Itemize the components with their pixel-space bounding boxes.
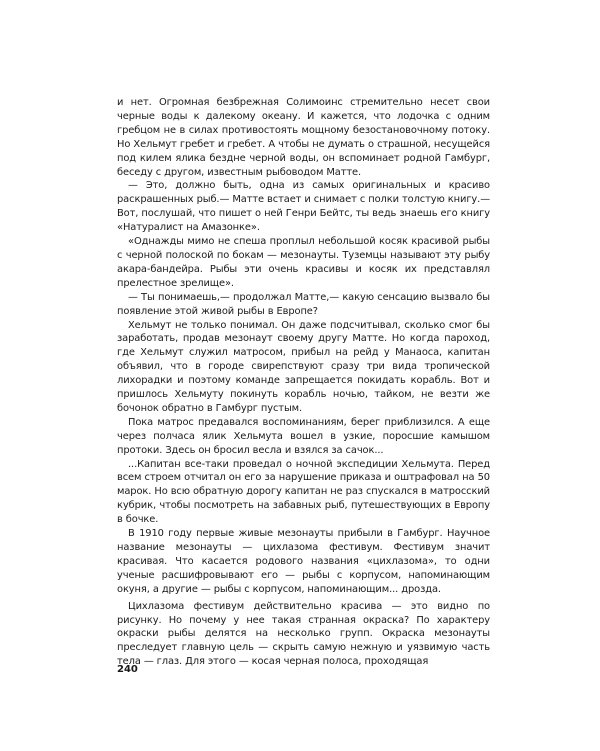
paragraph: Пока матрос предавался воспоминаниям, берег приблизился. А еще через полчаса ялик Хельмута вошел в узкие, поросшие камышом протоки. Здесь он бросил весла и взялся за сачок... bbox=[117, 416, 490, 456]
paragraph: «Однажды мимо не спеша проплыл небольшой косяк красивой рыбы с черной полоской по бокам — мезонауты. Туземцы называют эту рыбу акара-бандейра. Рыбы эти очень красивы и косяк их представлял прелестное зрелище». bbox=[117, 236, 490, 289]
paragraph: и нет. Огромная безбрежная Солимоинс стремительно несет свои черные воды к далекому океану. И кажется, что лодочка с одним гребцом не в силах противостоять мощному безостановочному потоку. Но Хельмут гребет и гребет. А чтобы не думать о страшной, несущейся под килем ялика бездне черной воды, он вспоминает родной Гамбург, беседу с другом, известным рыбоводом Матте. bbox=[117, 97, 490, 178]
paragraph: В 1910 году первые живые мезонауты прибыли в Гамбург. Научное название мезонауты — цихлазома фестивум. Фестивум значит красивая. Что касается родового названия «цихлазома», то одни ученые расшифровывают его — рыбы с корпусом, напоминающим окуня, а другие — рыбы с корпусом, напоминающим... дрозда. bbox=[117, 528, 490, 595]
paragraph: ...Капитан все-таки проведал о ночной экспедиции Хельмута. Перед всем строем отчитал он его за нарушение приказа и оштрафовал на 50 марок. Но всю обратную дорогу капитан не раз спускался в матросский кубрик, чтобы посмотреть на забавных рыб, путешествующих в Европу в бочке. bbox=[117, 458, 490, 526]
page-text bbox=[117, 96, 490, 669]
paragraph: — Ты понимаешь,— продолжал Матте,— какую сенсацию вызвало бы появление этой живой рыбы в Европе? bbox=[117, 291, 490, 317]
page-number: 240 bbox=[117, 664, 138, 675]
paragraph: Хельмут не только понимал. Он даже подсчитывал, сколько смог бы заработать, продав мезонаут своему другу Матте. Но когда пароход, где Хельмут служил матросом, прибыл на рейд у Манаоса, капитан объявил, что в городе свирепствуют сразу три вида тропической лихорадки и поэтому команде запрещается покидать корабль. Вот и пришлось Хельмуту покинуть корабль ночью, тайком, не везти же бочонок обратно в Гамбург пустым. bbox=[117, 319, 490, 414]
paragraph: Цихлазома фестивум действительно красива — это видно по рисунку. Но почему у нее такая странная окраска? По характеру окраски рыбы делятся на несколько групп. Окраска мезонауты преследует главную цель — скрыть самую нежную и уязвимую часть тела — глаз. Для этого — косая черная полоса, проходящая bbox=[117, 600, 490, 668]
paragraph: — Это, должно быть, одна из самых оригинальных и красиво раскрашенных рыб.— Матте встает и снимает с полки толстую книгу.— Вот, послушай, что пишет о ней Генри Бейтс, ты ведь знаешь его книгу «Натуралист на Амазонке». bbox=[117, 180, 490, 234]
